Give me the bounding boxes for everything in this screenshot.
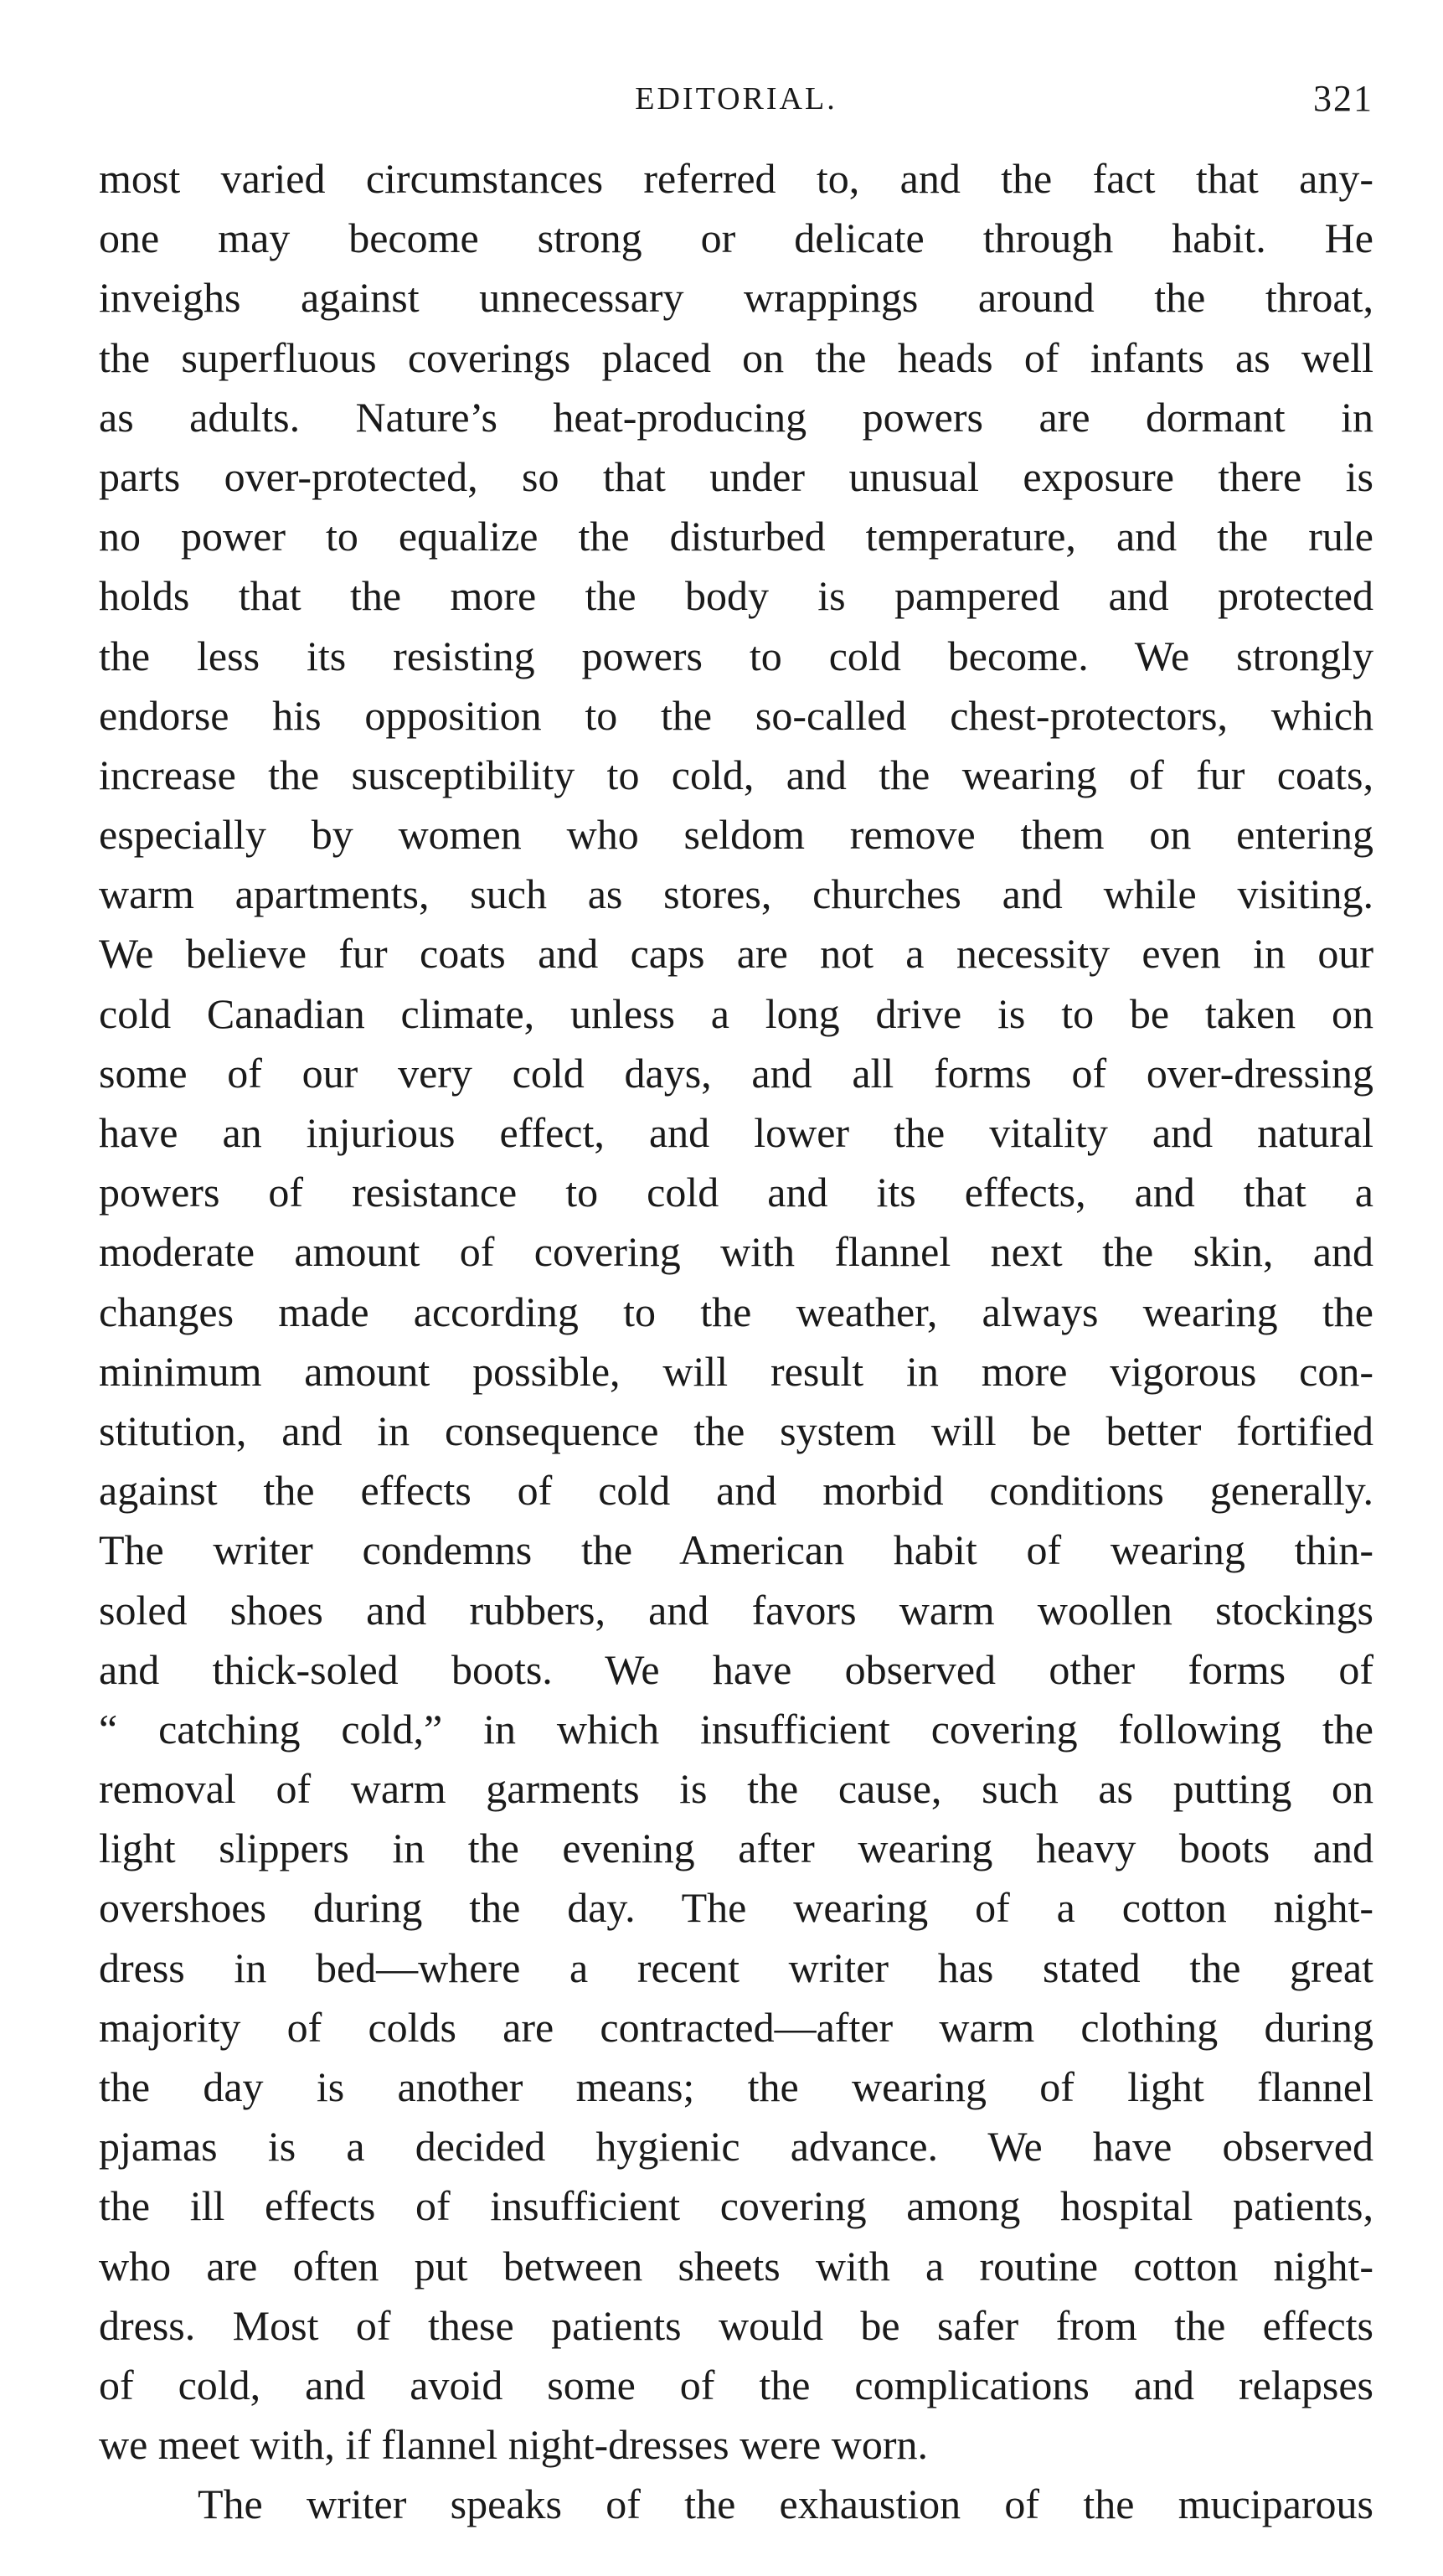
text-line: moderate amount of covering with flannel next the skin, and — [99, 1228, 1373, 1276]
text-line: some of our very cold days, and all forms of over-dressing — [99, 1049, 1373, 1097]
running-title: EDITORIAL. — [635, 81, 837, 116]
text-line: increase the susceptibility to cold, and the wearing of fur coats, — [99, 751, 1373, 798]
text-line: We believe fur coats and caps are not a necessity even in our — [99, 930, 1373, 978]
text-line: The writer speaks of the exhaustion of the muciparous — [198, 2480, 1373, 2528]
text-line: have an injurious effect, and lower the vitality and natural — [99, 1109, 1373, 1156]
paragraph-next — [99, 2475, 1373, 2534]
paragraph-continued — [99, 149, 1373, 2475]
text-line: minimum amount possible, will result in more vigorous con- — [99, 1347, 1373, 1395]
text-line: against the effects of cold and morbid conditions generally. — [99, 1467, 1373, 1515]
text-line: the ill effects of insufficient covering among hospital patients, — [99, 2182, 1373, 2230]
text-line: especially by women who seldom remove them on entering — [99, 811, 1373, 859]
text-line: overshoes during the day. The wearing of a cotton night- — [99, 1884, 1373, 1932]
text-line: parts over-protected, so that under unusual exposure there is — [99, 452, 1373, 500]
text-line: powers of resistance to cold and its effects, and that a — [99, 1169, 1373, 1216]
text-line: and thick-soled boots. We have observed other forms of — [99, 1645, 1373, 1693]
text-line: one may become strong or delicate through habit. He — [99, 214, 1373, 262]
text-line: changes made according to the weather, always wearing the — [99, 1288, 1373, 1335]
running-head — [99, 74, 1373, 124]
text-line: cold Canadian climate, unless a long drive is to be taken on — [99, 989, 1373, 1037]
text-line: the day is another means; the wearing of light flannel — [99, 2063, 1373, 2110]
text-line: The writer condemns the American habit of wearing thin- — [99, 1526, 1373, 1574]
text-line: majority of colds are contracted—after warm clothing during — [99, 2003, 1373, 2051]
text-line: who are often put between sheets with a routine cotton night- — [99, 2242, 1373, 2289]
text-line: holds that the more the body is pampered and protected — [99, 572, 1373, 620]
body-text — [99, 149, 1373, 2535]
text-line: the superfluous coverings placed on the heads of infants as well — [99, 333, 1373, 381]
text-line: as adults. Nature’s heat-producing powers are dormant in — [99, 393, 1373, 441]
text-line: removal of warm garments is the cause, such as putting on — [99, 1765, 1373, 1813]
text-line: warm apartments, such as stores, churches and while visiting. — [99, 870, 1373, 918]
text-line: of cold, and avoid some of the complications and relapses — [99, 2361, 1373, 2408]
text-line: the less its resisting powers to cold become. We strongly — [99, 632, 1373, 679]
text-line: soled shoes and rubbers, and favors warm woollen stockings — [99, 1586, 1373, 1634]
text-line: light slippers in the evening after wearing heavy boots and — [99, 1825, 1373, 1872]
text-line: dress in bed—where a recent writer has stated the great — [99, 1944, 1373, 1991]
text-line: we meet with, if flannel night-dresses were worn. — [99, 2421, 928, 2469]
page-number: 321 — [1313, 78, 1373, 119]
text-line: endorse his opposition to the so-called chest-protectors, which — [99, 691, 1373, 739]
text-line: pjamas is a decided hygienic advance. We have observed — [99, 2123, 1373, 2171]
text-line: inveighs against unnecessary wrappings around the throat, — [99, 274, 1373, 322]
text-line: “ catching cold,” in which insufficient covering following the — [99, 1705, 1373, 1753]
text-line: most varied circumstances referred to, and the fact that any- — [99, 155, 1373, 202]
text-line: no power to equalize the disturbed temperature, and the rule — [99, 513, 1373, 560]
text-line: stitution, and in consequence the system will be better fortified — [99, 1407, 1373, 1454]
text-line: dress. Most of these patients would be safer from the effects — [99, 2301, 1373, 2349]
